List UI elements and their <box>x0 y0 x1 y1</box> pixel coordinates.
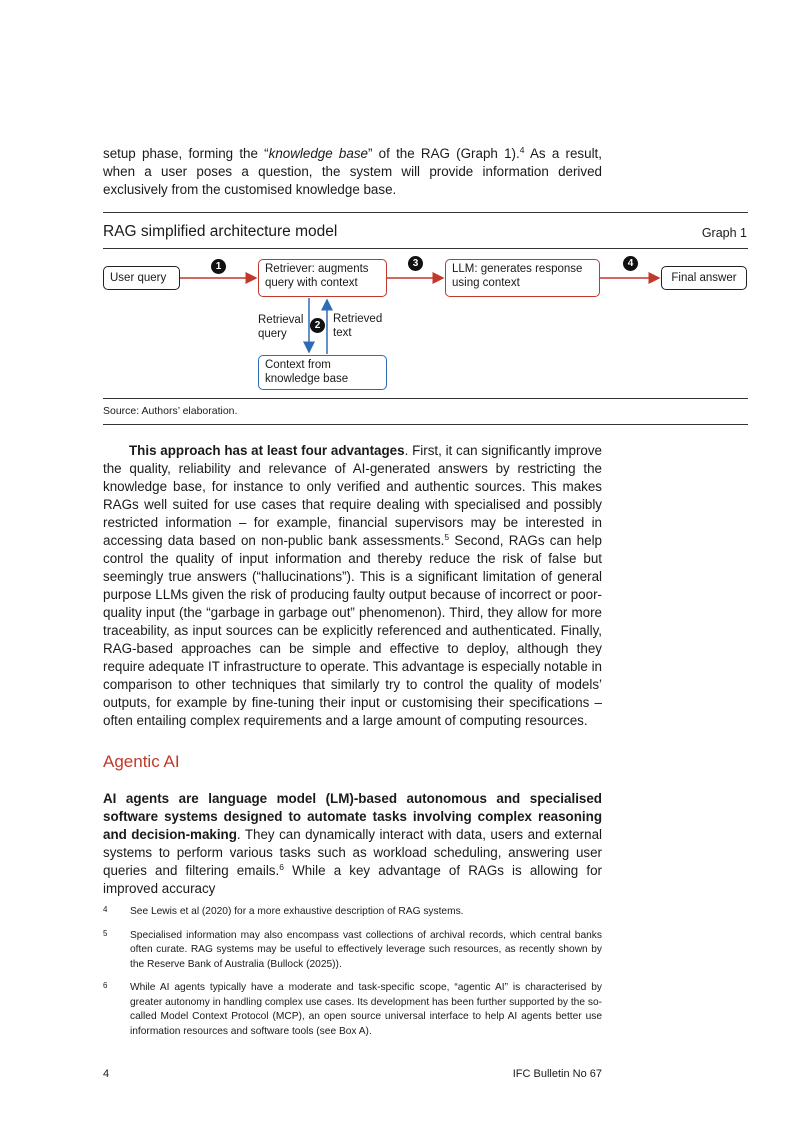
advantages-text: . First, it can significantly improve the quality, reliability and relevance of AI-generated answers by restricting the knowledge base, for instance to only verified and authentic sources. This makes RAGs well suited for use cases that require dealing with specialised and possibly restricted information – for example, financial supervisors may be interested in accessing data based on non-public bank assessments. <box>103 443 602 548</box>
graph-bottom-rule <box>103 398 748 399</box>
label-retrieval-query: Retrieval query <box>258 314 304 340</box>
agents-lead: AI agents are language model (LM)-based autonomous and specialised software systems designed to automate tasks involving complex reasoning and decision-making <box>103 791 602 842</box>
footnote-text: Specialised information may also encompass vast collections of archival records, which central banks often curate. RAG systems may be useful to effectively leverage such resources, as recently shown by the Reserve Bank of Australia (Bullock (2025)). <box>130 929 602 970</box>
page-number: 4 <box>103 1068 110 1080</box>
label-retrieved-text: Retrieved text <box>333 313 383 339</box>
node-final-answer: Final answer <box>661 266 747 290</box>
node-context: Context from knowledge base <box>258 355 387 390</box>
footnote <box>103 981 602 1039</box>
advantages-text-2: Second, RAGs can help control the quality of input information and thereby reduce the risk of false but seemingly true answers (“hallucinations”). This is a significant limitation of general purpose LLMs given the risk of producing faulty output because of incorrect or poor-quality input (the “garbage in garbage out” phenomenon). Third, they allow for more traceability, as input sources can be explicitly referenced and authenticated. Finally, RAG-based approaches can be simple and effective to deploy, although they require adequate IT infrastructure to operate. This advantage is especially notable in comparison to other techniques that similarly try to control the quality of models’ outputs, for example by fine-tuning their input or customising their specifications – often entailing complex requirements and a large amount of computing resources. <box>103 533 602 728</box>
graph-source-rule <box>103 424 748 425</box>
agents-paragraph <box>103 790 602 898</box>
intro-text-2: ” of the RAG (Graph 1). <box>367 146 520 161</box>
advantages-paragraph <box>103 442 602 730</box>
footnote <box>103 929 602 973</box>
footnote-number: 6 <box>103 981 108 990</box>
footnote-ref-6[interactable]: 6 <box>279 862 284 872</box>
knowledge-base-term: knowledge base <box>268 146 368 161</box>
section-heading-agentic-ai: Agentic AI <box>103 752 180 771</box>
agents-text: . They can dynamically interact with data, users and external systems to perform various tasks such as workload scheduling, answering user queries and filtering emails. <box>103 827 602 878</box>
step-2-marker: 2 <box>310 318 325 333</box>
footnote-text: While AI agents typically have a moderate and task-specific scope, “agentic AI” is characterised by greater autonomy in handling complex use cases. Its development has been further supported by the so-called Model Context Protocol (MCP), an open source universal interface to help AI agents better use information resources and software tools (see Box A). <box>130 982 602 1037</box>
footnote-number: 4 <box>103 905 108 914</box>
node-llm: LLM: generates response using context <box>445 259 600 297</box>
graph-arrows <box>0 0 800 420</box>
graph-title: RAG simplified architecture model <box>103 223 338 240</box>
footnote-number: 5 <box>103 928 108 938</box>
step-4-marker: 4 <box>623 256 638 271</box>
step-3-marker: 3 <box>408 256 423 271</box>
agents-text-2: While a key advantage of RAGs is allowing for improved accuracy <box>103 863 602 896</box>
intro-text: setup phase, forming the “ <box>103 146 269 161</box>
graph-source: Source: Authors’ elaboration. <box>103 405 238 417</box>
graph-number-label: Graph 1 <box>701 226 747 240</box>
footnote <box>103 905 602 920</box>
node-retriever: Retriever: augments query with context <box>258 259 387 297</box>
step-1-marker: 1 <box>211 259 226 274</box>
publication-name: IFC Bulletin No 67 <box>512 1068 602 1080</box>
intro-text-3: As a result, when a user poses a question, the system will provide information derived exclusively from the customised knowledge base. <box>103 146 602 197</box>
footnote-ref-5[interactable]: 5 <box>444 532 450 542</box>
footnotes <box>103 905 602 1048</box>
footnote-ref-4[interactable]: 4 <box>519 145 525 155</box>
footnote-text: See Lewis et al (2020) for a more exhaustive description of RAG systems. <box>130 906 464 917</box>
advantages-lead: This approach has at least four advantages <box>129 443 405 458</box>
node-user-query: User query <box>103 266 180 290</box>
